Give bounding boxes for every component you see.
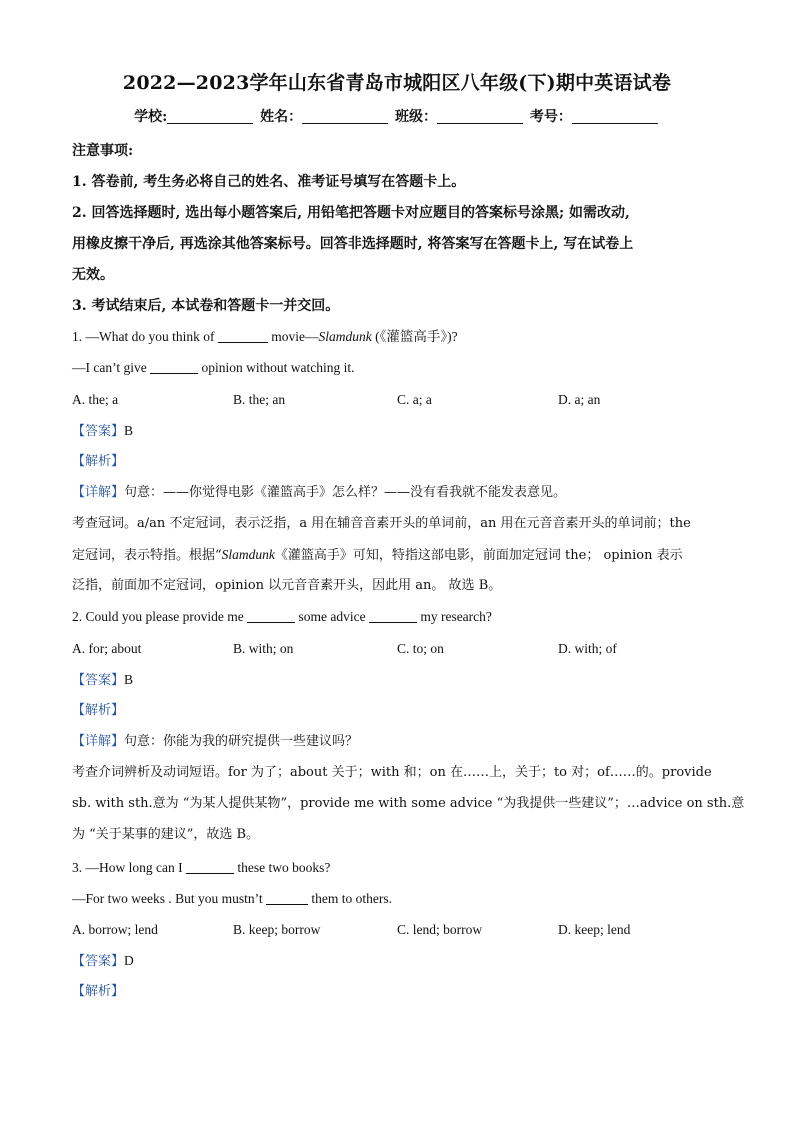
q1-option-d: D. a; an [558,392,601,407]
q1-stem-italic: Slamdunk [318,329,372,344]
q3-option-d: D. keep; lend [558,922,631,937]
notice-item-3: 3. 考试结束后, 本试卷和答题卡一并交回。 [72,298,340,314]
q1-line2-a: —I can’t give [72,360,147,375]
q2-detail-line-3: sb. with sth.意为 “为某人提供某物”，provide me with some advice “为我提供一些建议”；…advice on sth.意 [72,796,745,811]
q2-option-c: C. to; on [397,641,444,656]
q1-detail-text-1: 句意：——你觉得电影《灌篮高手》怎么样？——没有看我就不能发表意见。 [124,485,567,500]
q2-detail-tag: 【详解】 [72,734,125,749]
q3-blank-1 [186,861,234,874]
q3-option-c: C. lend; borrow [397,922,483,937]
q3-analysis-tag: 【解析】 [72,984,125,999]
name-label: 姓名： [260,109,303,125]
q3-answer-tag: 【答案】 [72,954,125,969]
q1-analysis-tag: 【解析】 [72,454,125,469]
q2-analysis-tag: 【解析】 [72,703,125,718]
q3-answer-value: D [124,953,134,968]
page-title: 2022—2023学年山东省青岛市城阳区八年级(下)期中英语试卷 [122,72,672,94]
q3-stem-b: these two books? [237,860,331,875]
school-label: 学校: [134,109,168,125]
notice-item-2-line-3: 无效。 [72,267,114,283]
q1-stem-c: (《灌篮高手》)? [371,329,458,344]
q3-line2-a: —For two weeks . But you mustn’t [72,891,263,906]
q3-stem [72,860,330,876]
name-blank [302,109,388,124]
notice-item-1: 1. 答卷前, 考生务必将自己的姓名、准考证号填写在答题卡上。 [72,174,466,190]
q1-blank-2 [150,361,198,374]
q3-blank-2 [266,892,308,905]
q1-detail-tag: 【详解】 [72,485,125,500]
q2-answer-tag: 【答案】 [72,673,125,688]
q2-option-a: A. for; about [72,641,142,656]
q2-stem-b: some advice [298,609,366,624]
q2-option-b: B. with; on [233,641,294,656]
q1-blank-1 [218,330,268,343]
q1-answer [72,423,133,440]
q1-line-2 [72,360,354,376]
student-info-fields [0,106,794,126]
q1-option-c: C. a; a [397,392,432,407]
q3-answer [72,953,134,970]
q3-line-2 [72,891,392,907]
q2-blank-1 [247,610,295,623]
q2-detail-text-1: 句意：你能为我的研究提供一些建议吗？ [124,734,359,749]
q2-option-d: D. with; of [558,641,617,656]
q1-answer-tag: 【答案】 [72,424,125,439]
q1-option-a: A. the; a [72,392,119,407]
q1-stem-a: 1. —What do you think of [72,329,215,344]
notice-item-2-line-2: 用橡皮擦干净后, 再选涂其他答案标号。回答非选择题时, 将答案写在答题卡上, 写在试卷上 [72,236,634,252]
q1-detail-line-2: 考查冠词。a/an 不定冠词，表示泛指，a 用在辅音音素开头的单词前，an 用在元音音素开头的单词前；the [72,516,691,531]
q2-answer-value: B [124,672,134,687]
class-blank [437,109,523,124]
q1-stem-b: movie— [271,329,319,344]
class-label: 班级： [395,109,438,125]
q2-detail-line-4: 为 “关于某事的建议”，故选 B。 [72,827,260,842]
q2-stem [72,609,492,625]
number-label: 考号： [529,109,572,125]
q2-detail-line-2: 考查介词辨析及动词短语。for 为了；about 关于；with 和；on 在……上，关于；to 对；of……的。provide [72,765,712,780]
number-blank [572,109,658,124]
notice-item-2-line-1: 2. 回答选择题时, 选出每小题答案后, 用铅笔把答题卡对应题目的答案标号涂黑; 如需改动, [72,205,630,221]
q3-stem-a: 3. —How long can I [72,860,183,875]
q1-detail-line-4: 泛指，前面加不定冠词，opinion 以元音音素开头，因此用 an。 故选 B。 [72,578,502,593]
q1-detail-line-1 [72,485,566,501]
q1-option-b: B. the; an [233,392,286,407]
q2-detail-line-1 [72,734,358,750]
q1-answer-value: B [124,423,134,438]
q3-line2-b: them to others. [311,891,393,906]
q3-option-a: A. borrow; lend [72,922,158,937]
q1-detail-line-3 [72,547,683,564]
q1-line2-b: opinion without watching it. [201,360,355,375]
q2-stem-a: 2. Could you please provide me [72,609,244,624]
q3-option-b: B. keep; borrow [233,922,321,937]
q2-blank-2 [369,610,417,623]
q1-detail-text-3a: 定冠词，表示特指。根据“ [72,548,222,563]
q2-stem-c: my research? [420,609,492,624]
q1-stem [72,329,458,345]
q1-detail-text-3b: 《灌篮高手》可知，特指这部电影，前面加定冠词 the； opinion 表示 [274,548,683,563]
school-blank [167,109,253,124]
notice-heading: 注意事项: [72,143,134,159]
q1-detail-italic: Slamdunk [221,547,275,562]
q2-answer [72,672,133,689]
